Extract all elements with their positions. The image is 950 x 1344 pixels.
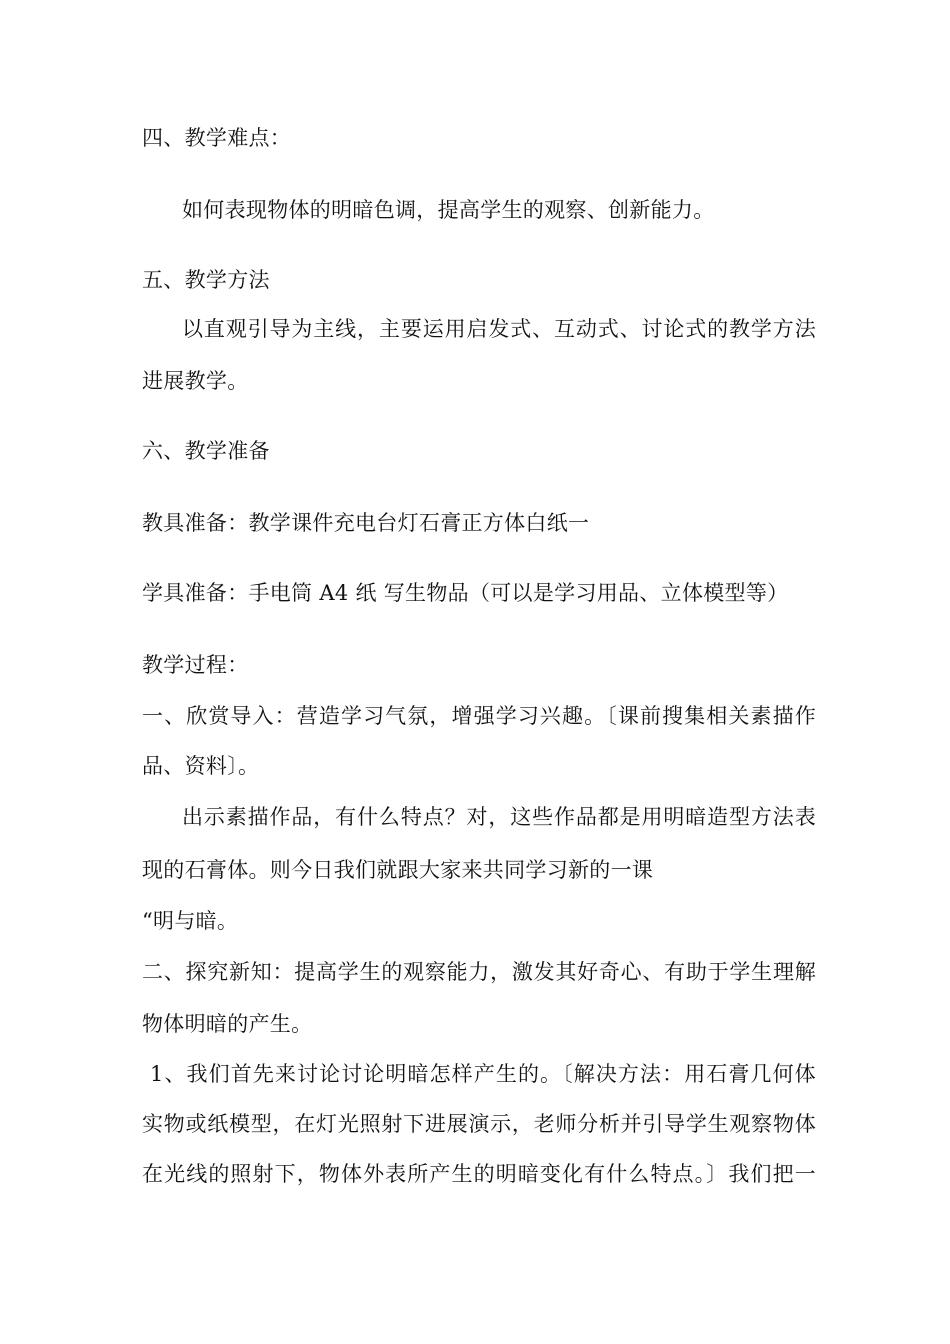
paragraph-student-materials: 学具准备：手电筒 A4 纸 写生物品（可以是学习用品、立体模型等） (142, 581, 789, 605)
heading-teaching-difficulties: 四、教学难点： (142, 126, 292, 150)
heading-teaching-process: 教学过程： (142, 653, 249, 677)
paragraph-show-works-line-1: 出示素描作品，有什么特点？对，这些作品都是用明暗造型方法表 (182, 805, 816, 829)
paragraph-show-works-line-3: “明与暗。 (142, 909, 239, 933)
heading-teaching-methods: 五、教学方法 (142, 268, 270, 292)
heading-teaching-preparation: 六、教学准备 (142, 439, 270, 463)
paragraph-step1-line-2: 品、资料〕。 (142, 754, 260, 778)
paragraph-difficulties: 如何表现物体的明暗色调，提高学生的观察、创新能力。 (182, 198, 715, 222)
paragraph-item1-line-1: 1、我们首先来讨论讨论明暗怎样产生的。〔解决方法：用石膏几何体 (150, 1062, 816, 1086)
paragraph-item1-line-2: 实物或纸模型，在灯光照射下进展演示，老师分析并引导学生观察物体 (142, 1112, 816, 1136)
paragraph-methods-line-1: 以直观引导为主线，主要运用启发式、互动式、讨论式的教学方法 (182, 317, 816, 341)
paragraph-show-works-line-2: 现的石膏体。则今日我们就跟大家来共同学习新的一课 (142, 858, 654, 882)
paragraph-item1-line-3: 在光线的照射下，物体外表所产生的明暗变化有什么特点。〕我们把一 (142, 1162, 816, 1186)
paragraph-methods-line-2: 进展教学。 (142, 369, 249, 393)
paragraph-step1-line-1: 一、欣赏导入：营造学习气氛，增强学习兴趣。〔课前搜集相关素描作 (142, 704, 816, 728)
paragraph-teacher-materials: 教具准备：教学课件充电台灯石膏正方体白纸一 (142, 511, 590, 535)
paragraph-step2-line-2: 物体明暗的产生。 (142, 1012, 313, 1036)
paragraph-step2-line-1: 二、探究新知：提高学生的观察能力，激发其好奇心、有助于学生理解 (142, 960, 816, 984)
